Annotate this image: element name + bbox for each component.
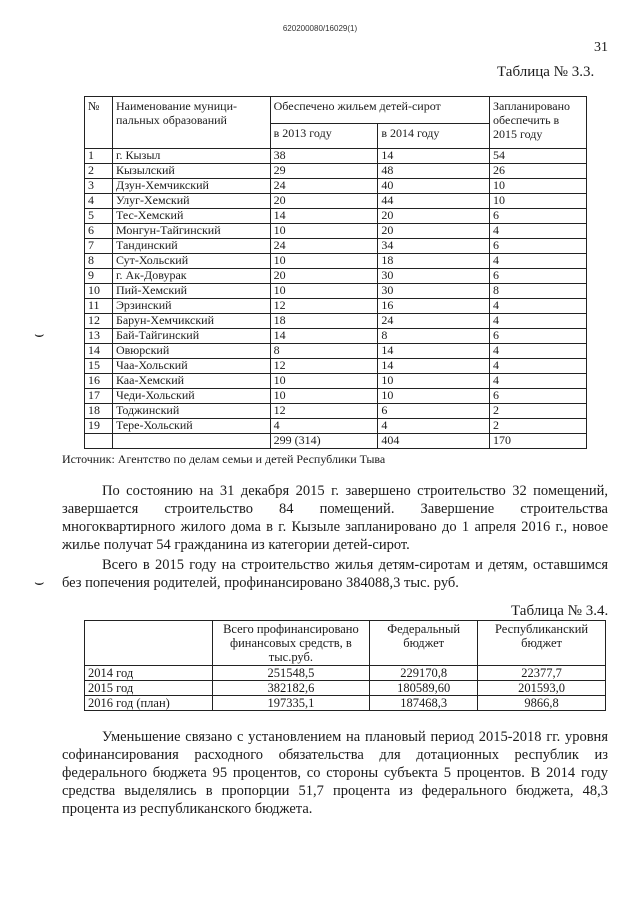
table-cell: 4 xyxy=(490,254,587,269)
table-cell: 12 xyxy=(270,359,378,374)
total-cell: 404 xyxy=(378,434,490,449)
table-cell: Дзун-Хемчикский xyxy=(112,179,270,194)
table-cell: 24 xyxy=(270,179,378,194)
margin-check-mark: ⌣ xyxy=(34,574,45,591)
table-row xyxy=(85,374,587,389)
financing-cell: 187468,3 xyxy=(370,696,478,711)
table-cell: 4 xyxy=(490,359,587,374)
table-cell: 10 xyxy=(490,194,587,209)
table-cell: 10 xyxy=(270,224,378,239)
table-cell: 6 xyxy=(85,224,113,239)
table-cell: 18 xyxy=(270,314,378,329)
table-cell: 4 xyxy=(490,299,587,314)
table-cell: 6 xyxy=(490,389,587,404)
table-cell: 4 xyxy=(490,344,587,359)
table-cell: 4 xyxy=(490,314,587,329)
table-cell: 1 xyxy=(85,149,113,164)
table-cell: Тес-Хемский xyxy=(112,209,270,224)
table-cell: 14 xyxy=(378,149,490,164)
paragraph-construction: По состоянию на 31 декабря 2015 г. завершено строительство 32 помещений, завершается строительство 84 помещений. Завершение строительства многоквартирного жилого дома в г. Кызыле запланировано до 1 апреля 2016 г., новое жилье получат 54 гражданина из категории детей-сирот. xyxy=(62,483,608,553)
table-cell: 26 xyxy=(490,164,587,179)
financing-row xyxy=(85,681,606,696)
table-cell: 14 xyxy=(378,344,490,359)
table-cell: 14 xyxy=(85,344,113,359)
table-cell: 10 xyxy=(270,374,378,389)
table-cell: 18 xyxy=(378,254,490,269)
table-cell: 14 xyxy=(270,329,378,344)
table-row xyxy=(85,269,587,284)
table-cell: 10 xyxy=(378,374,490,389)
table-cell: Бай-Тайгинский xyxy=(112,329,270,344)
financing-cell: 2016 год (план) xyxy=(85,696,213,711)
table-cell: 12 xyxy=(85,314,113,329)
table-cell: Чеди-Хольский xyxy=(112,389,270,404)
total-cell xyxy=(112,434,270,449)
table-cell: 10 xyxy=(490,179,587,194)
table-cell: Эрзинский xyxy=(112,299,270,314)
table-cell: 4 xyxy=(490,374,587,389)
financing-row xyxy=(85,696,606,711)
table-cell: 14 xyxy=(270,209,378,224)
total-cell: 170 xyxy=(490,434,587,449)
table-cell: 29 xyxy=(270,164,378,179)
table-cell: 48 xyxy=(378,164,490,179)
financing-cell: 22377,7 xyxy=(478,666,606,681)
table-cell: 2 xyxy=(490,404,587,419)
table-cell: Чаа-Хольский xyxy=(112,359,270,374)
table-row xyxy=(85,404,587,419)
table-row xyxy=(85,359,587,374)
table-cell: 14 xyxy=(378,359,490,374)
table-row xyxy=(85,209,587,224)
table-cell: 3 xyxy=(85,179,113,194)
table-cell: Каа-Хемский xyxy=(112,374,270,389)
table-row xyxy=(85,239,587,254)
document-id: 620200080/16029(1) xyxy=(282,24,358,33)
paragraph-reduction: Уменьшение связано с установлением на плановый период 2015-2018 гг. уровня софинансирования расходного обязательства для дотационных республик из федерального бюджета 95 процентов, со стороны субъекта 5 процентов. В 2014 году средства выделялись в пропорции 51,7 процента из федерального бюджета, 48,3 процента из республиканского бюджета. xyxy=(62,729,608,817)
table-cell: 34 xyxy=(378,239,490,254)
header-planned: Запланировано обеспечить в 2015 году xyxy=(490,97,587,149)
financing-cell: 251548,5 xyxy=(212,666,370,681)
financing-cell: 2014 год xyxy=(85,666,213,681)
financing-cell: 2015 год xyxy=(85,681,213,696)
table-cell: 15 xyxy=(85,359,113,374)
table-cell: 10 xyxy=(270,284,378,299)
header-provided: Обеспечено жильем детей-сирот xyxy=(270,97,489,124)
table-row xyxy=(85,179,587,194)
table-cell: г. Кызыл xyxy=(112,149,270,164)
financing-table xyxy=(84,620,606,711)
margin-check-mark: ⌣ xyxy=(34,326,45,343)
table-cell: Тандинский xyxy=(112,239,270,254)
table-cell: 4 xyxy=(270,419,378,434)
table-row xyxy=(85,254,587,269)
table-cell: г. Ак-Довурак xyxy=(112,269,270,284)
financing-row xyxy=(85,666,606,681)
table-cell: 8 xyxy=(490,284,587,299)
table-cell: 18 xyxy=(85,404,113,419)
table-cell: 8 xyxy=(378,329,490,344)
table1-source: Источник: Агентство по делам семьи и детей Республики Тыва xyxy=(62,452,386,466)
total-cell: 299 (314) xyxy=(270,434,378,449)
table-cell: 13 xyxy=(85,329,113,344)
table-row xyxy=(85,149,587,164)
table-row xyxy=(85,329,587,344)
financing-cell: 197335,1 xyxy=(212,696,370,711)
table-cell: 5 xyxy=(85,209,113,224)
table-cell: 38 xyxy=(270,149,378,164)
table-cell: Сут-Хольский xyxy=(112,254,270,269)
table-cell: 20 xyxy=(270,194,378,209)
table-cell: 30 xyxy=(378,284,490,299)
table-cell: 6 xyxy=(490,269,587,284)
table-cell: 6 xyxy=(490,209,587,224)
table-cell: 2 xyxy=(490,419,587,434)
table-row xyxy=(85,194,587,209)
table1-label: Таблица № 3.3. xyxy=(497,64,595,80)
table-cell: Овюрский xyxy=(112,344,270,359)
financing-header-cell xyxy=(85,621,213,666)
header-2014: в 2014 году xyxy=(378,124,490,149)
table-cell: 8 xyxy=(270,344,378,359)
table-cell: 6 xyxy=(490,239,587,254)
financing-cell: 180589,60 xyxy=(370,681,478,696)
table-cell: 54 xyxy=(490,149,587,164)
table-cell: 10 xyxy=(270,389,378,404)
table-cell: 16 xyxy=(85,374,113,389)
table-cell: 4 xyxy=(378,419,490,434)
table-cell: 9 xyxy=(85,269,113,284)
table-cell: 12 xyxy=(270,404,378,419)
financing-cell: 382182,6 xyxy=(212,681,370,696)
table-row xyxy=(85,389,587,404)
table-cell: 20 xyxy=(378,209,490,224)
table-cell: 6 xyxy=(490,329,587,344)
financing-header-cell: Федеральный бюджет xyxy=(370,621,478,666)
financing-header-cell: Всего профинансировано финансовых средств, в тыс.руб. xyxy=(212,621,370,666)
table-cell: 4 xyxy=(490,224,587,239)
total-cell xyxy=(85,434,113,449)
table-cell: 4 xyxy=(85,194,113,209)
table-row xyxy=(85,224,587,239)
table-cell: Тоджинский xyxy=(112,404,270,419)
table-cell: 12 xyxy=(270,299,378,314)
table-cell: 30 xyxy=(378,269,490,284)
financing-header-cell: Республиканский бюджет xyxy=(478,621,606,666)
table-row xyxy=(85,284,587,299)
table-cell: 2 xyxy=(85,164,113,179)
table-cell: Барун-Хемчикский xyxy=(112,314,270,329)
table-cell: 10 xyxy=(378,389,490,404)
table-cell: 11 xyxy=(85,299,113,314)
table-cell: Кызылский xyxy=(112,164,270,179)
table-row xyxy=(85,419,587,434)
table-cell: 24 xyxy=(378,314,490,329)
table-row xyxy=(85,314,587,329)
table2-label: Таблица № 3.4. xyxy=(511,603,609,619)
table-cell: 10 xyxy=(270,254,378,269)
financing-cell: 9866,8 xyxy=(478,696,606,711)
table-row xyxy=(85,344,587,359)
table-cell: 44 xyxy=(378,194,490,209)
orphans-housing-table xyxy=(84,96,587,449)
table-row xyxy=(85,299,587,314)
header-2013: в 2013 году xyxy=(270,124,378,149)
page-number: 31 xyxy=(594,40,608,55)
header-num: № xyxy=(85,97,113,149)
table-cell: 20 xyxy=(378,224,490,239)
financing-cell: 229170,8 xyxy=(370,666,478,681)
total-row xyxy=(85,434,587,449)
table-cell: 24 xyxy=(270,239,378,254)
table-cell: 16 xyxy=(378,299,490,314)
table-cell: Тере-Хольский xyxy=(112,419,270,434)
table-cell: 40 xyxy=(378,179,490,194)
table-cell: 7 xyxy=(85,239,113,254)
table-cell: 20 xyxy=(270,269,378,284)
table-cell: 8 xyxy=(85,254,113,269)
table-cell: Монгун-Тайгинский xyxy=(112,224,270,239)
table-cell: 6 xyxy=(378,404,490,419)
financing-cell: 201593,0 xyxy=(478,681,606,696)
paragraph-financing: Всего в 2015 году на строительство жилья детям-сиротам и детям, оставшимся без попечения родителей, профинансировано 384088,3 тыс. руб. xyxy=(62,557,608,591)
header-name: Наименование муници-пальных образований xyxy=(112,97,270,149)
table-cell: 17 xyxy=(85,389,113,404)
table-row xyxy=(85,164,587,179)
table-cell: 10 xyxy=(85,284,113,299)
table-cell: 19 xyxy=(85,419,113,434)
table-cell: Улуг-Хемский xyxy=(112,194,270,209)
table-cell: Пий-Хемский xyxy=(112,284,270,299)
